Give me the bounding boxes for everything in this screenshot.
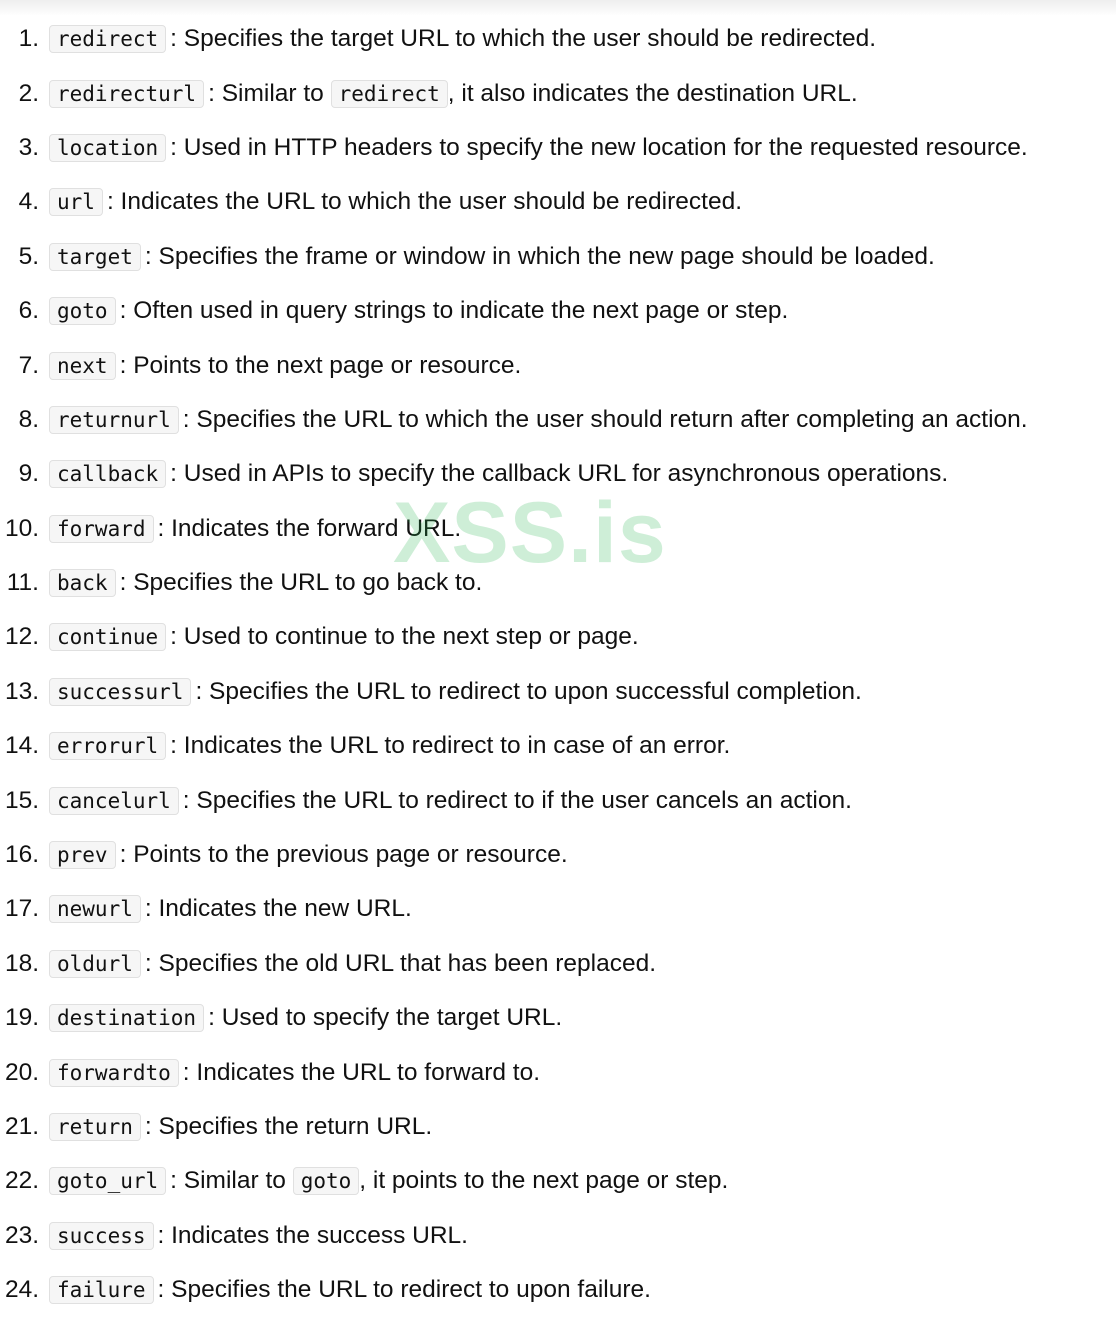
item-number: 19. bbox=[4, 1004, 39, 1032]
list-item bbox=[0, 610, 1116, 664]
item-description-tail: , it also indicates the destination URL. bbox=[447, 79, 858, 107]
list-item bbox=[0, 991, 1116, 1045]
item-description: : Indicates the URL to forward to. bbox=[182, 1058, 541, 1086]
watermark: XSS.is bbox=[393, 485, 667, 581]
list-item bbox=[0, 1154, 1116, 1208]
param-code: errorurl bbox=[49, 732, 166, 760]
list-item bbox=[0, 719, 1116, 773]
item-number: 5. bbox=[18, 242, 39, 270]
param-code: forwardto bbox=[49, 1059, 179, 1087]
item-description: : Used to specify the target URL. bbox=[208, 1004, 563, 1032]
item-description: : Specifies the frame or window in which the new page should be loaded. bbox=[144, 242, 935, 270]
item-description-tail: , it points to the next page or step. bbox=[359, 1167, 729, 1195]
item-description: : Specifies the URL to redirect to if the user cancels an action. bbox=[182, 786, 852, 814]
param-code: failure bbox=[49, 1276, 154, 1304]
list-item bbox=[0, 66, 1116, 120]
list-item bbox=[0, 338, 1116, 392]
item-description: : Indicates the forward URL. bbox=[157, 514, 462, 542]
item-number: 16. bbox=[4, 841, 39, 869]
param-code: oldurl bbox=[49, 950, 141, 978]
list-item bbox=[0, 230, 1116, 284]
list-item bbox=[0, 393, 1116, 447]
param-code: goto_url bbox=[49, 1167, 166, 1195]
item-description: : Used in APIs to specify the callback URL for asynchronous operations. bbox=[170, 460, 949, 488]
list-item bbox=[0, 502, 1116, 556]
param-code: successurl bbox=[49, 678, 191, 706]
param-code: prev bbox=[49, 841, 116, 869]
list-item bbox=[0, 284, 1116, 338]
item-description: : Specifies the URL to go back to. bbox=[119, 569, 483, 597]
param-code: target bbox=[49, 243, 141, 271]
item-number: 21. bbox=[4, 1113, 39, 1140]
param-code: next bbox=[49, 352, 116, 380]
item-number: 13. bbox=[4, 677, 39, 705]
item-number: 17. bbox=[4, 895, 39, 923]
item-description: : Indicates the URL to redirect to in case of an error. bbox=[170, 732, 731, 760]
param-code: redirecturl bbox=[49, 80, 204, 108]
item-number: 11. bbox=[6, 569, 39, 597]
list-item bbox=[0, 1209, 1116, 1263]
list-item bbox=[0, 12, 1116, 66]
item-description: : Indicates the new URL. bbox=[144, 895, 412, 923]
list-item bbox=[0, 1100, 1116, 1154]
list-item bbox=[0, 828, 1116, 882]
item-description: : Specifies the target URL to which the user should be redirected. bbox=[170, 25, 877, 53]
param-code-ref: redirect bbox=[331, 80, 448, 108]
list-item bbox=[0, 1263, 1116, 1317]
param-code: newurl bbox=[49, 895, 141, 923]
item-description: : Used in HTTP headers to specify the new location for the requested resource. bbox=[170, 133, 1028, 161]
list-item bbox=[0, 447, 1116, 501]
param-code: return bbox=[49, 1113, 141, 1141]
item-number: 10. bbox=[4, 514, 39, 542]
list-item bbox=[0, 937, 1116, 991]
item-number: 14. bbox=[4, 732, 39, 760]
redirect-parameter-list bbox=[0, 12, 1116, 1317]
item-number: 8. bbox=[18, 405, 39, 433]
param-code: success bbox=[49, 1222, 154, 1250]
item-number: 23. bbox=[4, 1221, 39, 1249]
param-code: forward bbox=[49, 515, 154, 543]
list-item bbox=[0, 665, 1116, 719]
item-description: : Specifies the URL to which the user should return after completing an action. bbox=[182, 405, 1028, 433]
param-code: cancelurl bbox=[49, 787, 179, 815]
list-item bbox=[0, 175, 1116, 229]
item-description: : Used to continue to the next step or page. bbox=[170, 623, 639, 651]
item-number: 3. bbox=[18, 133, 39, 161]
param-code: goto bbox=[49, 297, 116, 325]
item-number: 2. bbox=[18, 79, 39, 107]
param-code: redirect bbox=[49, 25, 166, 53]
param-code: continue bbox=[49, 623, 166, 651]
item-description: : Often used in query strings to indicate the next page or step. bbox=[119, 297, 789, 325]
list-item bbox=[0, 882, 1116, 936]
item-number: 7. bbox=[18, 351, 39, 379]
item-number: 4. bbox=[18, 188, 39, 216]
item-description: : Specifies the return URL. bbox=[144, 1113, 433, 1140]
item-description: : Similar to bbox=[208, 79, 331, 107]
list-item bbox=[0, 121, 1116, 175]
param-code: returnurl bbox=[49, 406, 179, 434]
param-code: back bbox=[49, 569, 116, 597]
list-item bbox=[0, 1045, 1116, 1099]
param-code-ref: goto bbox=[293, 1167, 360, 1195]
item-number: 22. bbox=[4, 1167, 39, 1195]
item-description: : Indicates the success URL. bbox=[157, 1221, 468, 1249]
item-number: 15. bbox=[4, 786, 39, 814]
item-description: : Similar to bbox=[170, 1167, 293, 1195]
item-number: 9. bbox=[18, 460, 39, 488]
item-number: 18. bbox=[4, 949, 39, 977]
list-item bbox=[0, 556, 1116, 610]
item-number: 12. bbox=[4, 623, 39, 651]
item-description: : Indicates the URL to which the user should be redirected. bbox=[106, 188, 743, 216]
param-code: callback bbox=[49, 460, 166, 488]
item-description: : Specifies the old URL that has been replaced. bbox=[144, 949, 657, 977]
item-number: 24. bbox=[4, 1276, 39, 1304]
item-description: : Points to the next page or resource. bbox=[119, 351, 522, 379]
item-description: : Specifies the URL to redirect to upon successful completion. bbox=[195, 677, 862, 705]
item-number: 6. bbox=[18, 297, 39, 325]
item-description: : Specifies the URL to redirect to upon failure. bbox=[157, 1276, 651, 1304]
param-code: destination bbox=[49, 1004, 204, 1032]
list-item bbox=[0, 773, 1116, 827]
item-number: 1. bbox=[18, 25, 39, 53]
item-description: : Points to the previous page or resource. bbox=[119, 841, 568, 869]
item-number: 20. bbox=[4, 1058, 39, 1086]
param-code: location bbox=[49, 134, 166, 162]
param-code: url bbox=[49, 188, 103, 216]
